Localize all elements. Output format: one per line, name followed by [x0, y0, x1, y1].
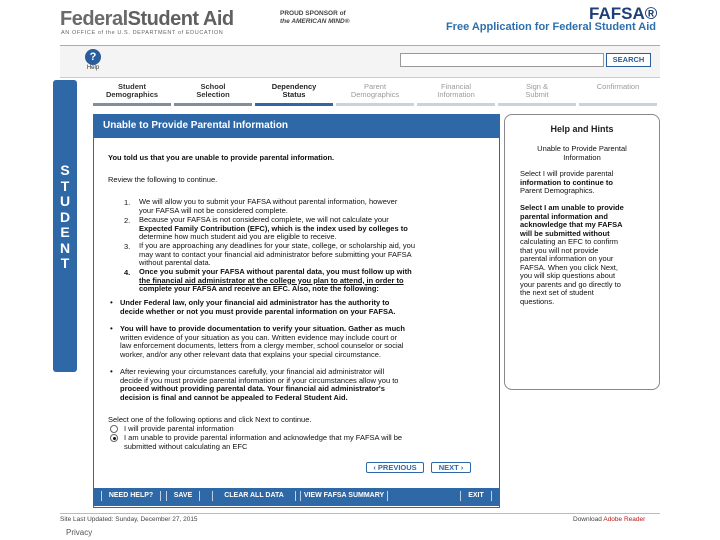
page-title: Unable to Provide Parental Information — [103, 120, 289, 131]
help-line: you will skip questions about — [520, 271, 616, 280]
step-indicator — [417, 103, 495, 106]
step-financial-information[interactable] — [417, 83, 495, 103]
help-line: Parent Demographics. — [520, 186, 595, 195]
step-label-line2: Demographics — [350, 90, 400, 99]
need-help-button[interactable]: NEED HELP? — [101, 491, 161, 501]
step-indicator — [174, 103, 252, 106]
sponsor-text — [280, 10, 390, 26]
radio-unable-to-provide[interactable] — [110, 434, 118, 442]
bullet-dot: • — [110, 367, 113, 376]
step-label-line1: Confirmation — [596, 82, 640, 91]
item-number: 1. — [124, 198, 131, 207]
item-line: Once you submit your FAFSA without parental data, you must follow up with — [139, 267, 412, 276]
item-line: If you are approaching any deadlines for your state, college, or scholarship aid, you — [139, 241, 415, 250]
step-label-line2: Submit — [525, 90, 549, 99]
site-last-updated: Site Last Updated: Sunday, December 27, 2015 — [60, 516, 198, 523]
step-indicator — [579, 103, 657, 106]
help-line: calculating an EFC to confirm — [520, 237, 618, 246]
help-line: will be submitted without — [520, 228, 610, 238]
chevron-right-icon: › — [460, 463, 464, 472]
sponsor-line-1: PROUD SPONSOR of — [280, 10, 346, 17]
item-line: We will allow you to submit your FAFSA without parental information, however — [139, 197, 398, 206]
item-line: may want to contact your financial aid administrator before submitting your FAFSA — [139, 249, 412, 259]
review-text: Review the following to continue. — [108, 175, 218, 184]
intro-text: You told us that you are unable to provide parental information. — [108, 153, 335, 162]
brand-subtitle: AN OFFICE of the U.S. DEPARTMENT of EDUCATION — [61, 30, 224, 36]
brand-federal: Federal — [60, 8, 128, 30]
select-prompt: Select one of the following options and click Next to continue. — [108, 415, 312, 424]
item-line: the financial aid administrator at the college you plan to attend, in order to — [139, 275, 404, 285]
bullet-line: law enforcement documents, letters from a clergy member, school counselor or social — [120, 341, 404, 350]
item-number: 2. — [124, 216, 131, 225]
radio-provide-parental-info[interactable] — [110, 425, 118, 433]
bullet-line: Under Federal law, only your financial aid administrator has the authority to — [120, 298, 390, 307]
previous-button[interactable] — [366, 462, 424, 473]
student-letter: U — [59, 193, 71, 209]
help-icon: ? — [85, 49, 101, 65]
footer-divider — [60, 513, 660, 514]
download-adobe-reader-link[interactable] — [573, 516, 645, 523]
adobe-reader-text: Adobe Reader — [603, 516, 646, 523]
sponsor-line-2: the AMERICAN MIND® — [280, 18, 350, 25]
student-letter: T — [60, 255, 70, 271]
clear-all-data-button[interactable]: CLEAR ALL DATA — [212, 491, 296, 501]
step-dependency-status[interactable] — [255, 83, 333, 103]
option-label: I will provide parental information — [124, 424, 234, 433]
bullet-line: proceed without providing parental data. Your financial aid administrator's — [120, 384, 385, 393]
help-line: parental information on your — [520, 254, 614, 263]
search-button[interactable]: SEARCH — [606, 53, 651, 67]
step-indicator — [93, 103, 171, 106]
bullet-line: decision is final and cannot be appealed to Federal Student Aid. — [120, 392, 348, 402]
step-label-line2: Status — [282, 90, 306, 99]
help-line: Select I am unable to provide — [520, 203, 624, 212]
item-line: your FAFSA will not be considered complete. — [139, 205, 288, 215]
step-label-line2: Demographics — [105, 90, 159, 99]
help-line: the next set of student — [520, 288, 594, 297]
option-unable-to-provide[interactable] — [110, 434, 490, 452]
step-label-line1: School — [200, 82, 226, 91]
help-panel-subtitle — [504, 145, 660, 162]
step-label-line1: Parent — [363, 82, 387, 91]
chevron-left-icon: ‹ — [373, 463, 376, 472]
student-letter: E — [60, 224, 70, 240]
item-line: without parental data. — [139, 258, 211, 267]
bullet-line: decide whether or not you must provide parental information on your FAFSA. — [120, 306, 396, 316]
bullet-line: written evidence of your situation as you can. Written evidence may include court or — [120, 332, 398, 342]
bullet-line: worker, and/or any other relevant data that explains your special circumstance. — [120, 349, 381, 359]
item-number: 3. — [124, 242, 131, 251]
item-line: Expected Family Contribution (EFC), which is the index used by colleges to — [139, 223, 408, 233]
view-fafsa-summary-button[interactable]: VIEW FAFSA SUMMARY — [300, 491, 388, 501]
item-line: Because your FAFSA is not considered complete, we will not calculate your — [139, 215, 389, 224]
bullet-dot: • — [110, 298, 113, 307]
next-button[interactable] — [431, 462, 471, 473]
fafsa-tagline: Free Application for Federal Student Aid — [445, 21, 656, 33]
step-label-line1: Financial — [440, 82, 471, 91]
bullet-line: You will have to provide documentation to verify your situation. Gather as much — [120, 324, 405, 333]
search-input[interactable] — [400, 53, 604, 67]
download-prefix: Download — [573, 516, 604, 523]
student-letter: S — [60, 162, 70, 178]
step-indicator — [336, 103, 414, 106]
help-line: that you will not provide — [520, 245, 599, 255]
exit-button[interactable]: EXIT — [460, 491, 492, 501]
help-line: information to continue to — [520, 177, 613, 187]
help-line: acknowledge that my FAFSA — [520, 220, 623, 229]
previous-label: PREVIOUS — [377, 463, 417, 472]
help-line: parental information and — [520, 211, 608, 221]
student-vertical-label — [53, 163, 77, 272]
student-letter: D — [59, 208, 71, 225]
student-letter: N — [59, 239, 71, 256]
step-indicator — [255, 103, 333, 106]
help-line: your parents and go directly to — [520, 279, 621, 289]
help-button[interactable] — [83, 49, 103, 73]
step-label-line1: Sign & — [525, 82, 549, 91]
option-label: submitted without calculating an EFC — [124, 441, 248, 451]
help-line: FAFSA. When you click Next, — [520, 262, 618, 272]
privacy-link[interactable]: Privacy — [66, 528, 93, 537]
next-label: NEXT — [438, 463, 459, 472]
student-letter: T — [60, 177, 70, 194]
step-label-line1: Student — [118, 82, 146, 91]
save-button[interactable]: SAVE — [166, 491, 200, 501]
federal-student-aid-logo[interactable] — [60, 8, 234, 31]
help-panel-title: Help and Hints — [550, 124, 614, 134]
help-label: Help — [86, 65, 100, 71]
step-school-selection[interactable] — [174, 83, 252, 103]
step-sign-and-submit[interactable] — [498, 83, 576, 103]
help-line: Select I will provide parental — [520, 169, 614, 178]
item-line: determine how much student aid you are eligible to receive. — [139, 232, 337, 241]
step-label-line2: Selection — [196, 90, 230, 99]
step-confirmation[interactable] — [579, 83, 657, 103]
item-number: 4. — [124, 268, 131, 277]
help-line: questions. — [520, 296, 555, 306]
bullet-dot: • — [110, 324, 113, 333]
step-label-line2: Information — [437, 90, 475, 99]
help-subtitle-line: Unable to Provide Parental — [537, 144, 627, 153]
option-label: I am unable to provide parental information and acknowledge that my FAFSA will be — [124, 433, 403, 442]
step-student-demographics[interactable] — [93, 83, 171, 103]
help-paragraph-2 — [520, 204, 624, 306]
fafsa-logo[interactable]: FAFSA® — [589, 4, 658, 23]
help-subtitle-line: Information — [563, 152, 601, 162]
item-line: complete your FAFSA and receive an EFC. Also, note the following: — [139, 284, 379, 293]
bullet-line: After reviewing your circumstances carefully, your financial aid administrator will — [120, 367, 385, 376]
brand-student-aid: Student Aid — [127, 8, 234, 30]
help-paragraph-1 — [520, 170, 613, 196]
step-label-line1: Dependency — [271, 82, 317, 91]
step-parent-demographics[interactable] — [336, 83, 414, 103]
bullet-line: decide if you must provide parental information or if your circumstances allow you to — [120, 375, 399, 385]
step-indicator — [498, 103, 576, 106]
